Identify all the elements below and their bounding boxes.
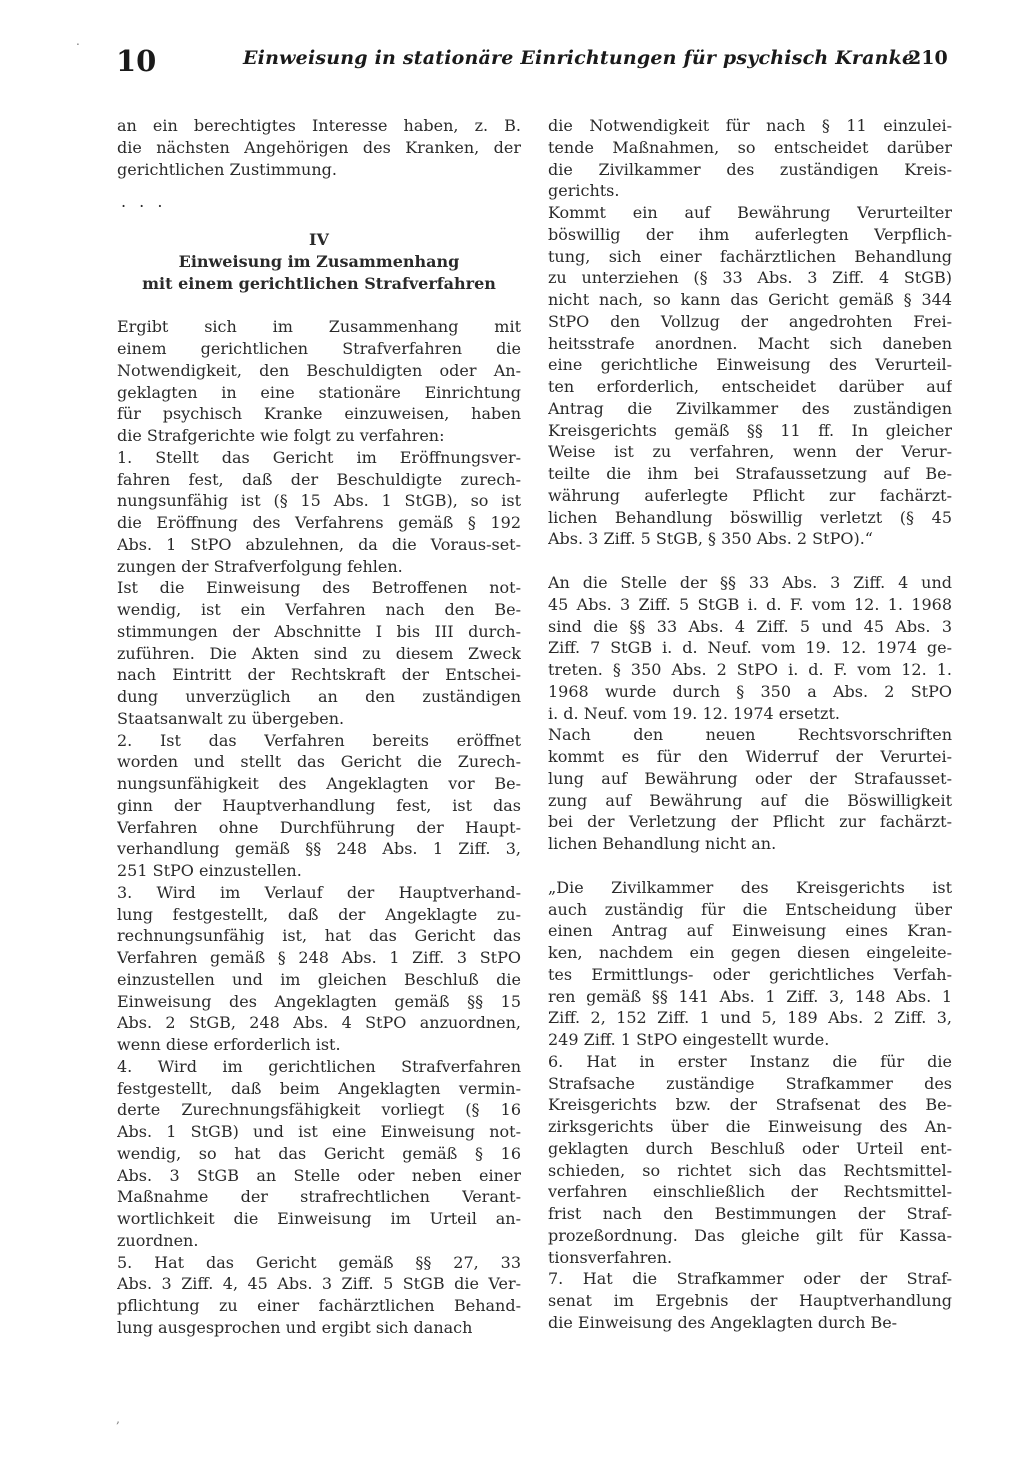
body-line: eine gerichtliche Einweisung des Verurteil- [548,355,952,375]
body-line: Nach den neuen Rechtsvorschriften [548,725,952,745]
body-line: lung ausgesprochen und ergibt sich danach [117,1317,473,1337]
body-line: Abs. 3 Ziff. 4, 45 Abs. 3 Ziff. 5 StGB die Ver- [117,1274,521,1294]
body-line: wendig, so hat das Gericht gemäß § 16 [117,1143,521,1163]
body-line: Strafsache zuständige Strafkammer des [548,1073,952,1093]
body-line: Kreisgerichts gemäß §§ 11 ff. In gleicher [548,420,952,440]
body-line: ken, nachdem ein gegen diesen eingeleite- [548,943,952,962]
body-line: festgestellt, daß beim Angeklagten vermin- [117,1078,521,1098]
body-line: Kommt ein auf Bewährung Verurteilter [548,203,952,222]
paragraph-2 [548,572,952,855]
body-line: Abs. 1 StPO abzulehnen, da die Voraus-set- [117,534,521,554]
body-line: einem gerichtlichen Strafverfahren die [117,339,521,358]
body-line: geklagten durch Beschluß oder Urteil ent- [548,1138,952,1158]
body-line: 251 StPO einzustellen. [117,861,302,880]
body-line: die Notwendigkeit für nach § 11 einzulei- [548,116,952,135]
body-line: rechnungsunfähig ist, hat das Gericht das [117,926,521,946]
body-line: 7. Hat die Strafkammer oder der Straf- [548,1269,952,1289]
body-line: für psychisch Kranke einzuweisen, haben [117,404,521,424]
body-line: 5. Hat das Gericht gemäß §§ 27, 33 [117,1252,521,1272]
body-line: „Die Zivilkammer des Kreisgerichts ist [548,877,952,897]
section-title [117,251,521,295]
body-line: nicht nach, so kann das Gericht gemäß § 344 [548,290,952,309]
body-line: schieden, so richtet sich das Rechtsmittel- [548,1160,952,1180]
body-line: prozeßordnung. Das gleiche gilt für Kassa- [548,1225,952,1245]
body-line: die Strafgerichte wie folgt zu verfahren: [117,426,445,445]
body-line: Abs. 3 StGB an Stelle oder neben einer [117,1165,521,1185]
body-line: die Einweisung des Angeklagten durch Be- [548,1312,898,1332]
body-line: nungsunfähigkeit des Angeklagten vor Be- [117,774,521,793]
section-body [117,316,521,1338]
body-line: Ziff. 2, 152 Ziff. 1 und 5, 189 Abs. 2 Ziff. 3, [548,1008,952,1028]
body-line: treten. § 350 Abs. 2 StPO i. d. F. vom 12. 1. [548,660,952,679]
scan-mark: . [76,34,80,48]
intro-line: an ein berechtigtes Interesse haben, z. B. [117,116,521,135]
body-line: die Eröffnung des Verfahrens gemäß § 192 [117,513,521,532]
body-line: lichen Behandlung böswillig verletzt (§ 45 [548,507,952,527]
section-title-line: mit einem gerichtlichen Strafverfahren [142,273,496,293]
body-line: zuführen. Die Akten sind zu diesem Zweck [117,643,521,663]
body-line: währung auferlegte Pflicht zur fachärzt- [548,485,952,505]
body-line: lung auf Bewährung oder der Strafausset- [548,768,952,788]
body-line: verfahren einschließlich der Rechtsmittel- [548,1182,952,1202]
ellipsis: . . . [121,192,167,212]
body-line: 1968 wurde durch § 350 a Abs. 2 StPO [548,681,952,701]
body-line: pflichtung zu einer fachärztlichen Behand- [117,1296,521,1315]
body-line: tung, sich einer fachärztlichen Behandlung [548,246,952,266]
body-line: einzustellen und im gleichen Beschluß die [117,969,521,989]
body-line: Ziff. 7 StGB i. d. Neuf. vom 19. 12. 1974 ge- [548,638,952,658]
scan-mark: ‚ [116,1412,120,1426]
body-line: 4. Wird im gerichtlichen Strafverfahren [117,1056,521,1076]
body-line: heitsstrafe anordnen. Macht sich daneben [548,333,952,353]
intro-line: gerichtlichen Zustimmung. [117,159,337,179]
body-line: ginn der Hauptverhandlung fest, ist das [117,795,521,815]
right-column [548,115,952,1334]
body-line: Maßnahme der strafrechtlichen Verant- [117,1187,521,1207]
body-line: wenn diese erforderlich ist. [117,1035,341,1054]
body-line: zung auf Bewährung auf die Böswilligkeit [548,790,952,810]
body-line: Verfahren ohne Durchführung der Haupt- [117,817,521,837]
body-line: gerichts. [548,181,620,201]
body-line: nach Eintritt der Rechtskraft der Entschei- [117,665,521,685]
body-line: ten erforderlich, entscheidet darüber auf [548,377,952,396]
body-line: bei der Verletzung der Pflicht zur fachärzt- [548,812,952,832]
body-line: ren gemäß §§ 141 Abs. 1 Ziff. 3, 148 Abs. 1 [548,986,952,1006]
body-line: 6. Hat in erster Instanz die für die [548,1051,952,1071]
chapter-number: 10 [116,44,157,78]
body-line: Verfahren gemäß § 248 Abs. 1 Ziff. 3 StPO [117,948,521,967]
paragraph-3 [548,877,952,1334]
body-line: Weise ist zu verfahren, wenn der Verur- [548,442,952,462]
body-line: Staatsanwalt zu übergeben. [117,708,345,728]
page-number: 210 [908,47,948,69]
body-line: zu unterziehen (§ 33 Abs. 3 Ziff. 4 StGB) [548,268,952,288]
body-line: senat im Ergebnis der Hauptverhandlung [548,1291,952,1310]
body-line: frist nach den Bestimmungen der Straf- [548,1204,952,1223]
body-line: Abs. 2 StGB, 248 Abs. 4 StPO anzuordnen, [117,1013,521,1033]
body-line: Ist die Einweisung des Betroffenen not- [117,578,521,598]
intro-line: die nächsten Angehörigen des Kranken, der [117,137,521,157]
body-line: tionsverfahren. [548,1247,673,1267]
body-line: böswillig der ihm auferlegten Verpflich- [548,224,952,244]
body-line: Abs. 3 Ziff. 5 StGB, § 350 Abs. 2 StPO).“ [548,529,873,549]
body-line: 249 Ziff. 1 StPO eingestellt wurde. [548,1030,830,1049]
body-line: Abs. 1 StGB) und ist eine Einweisung not- [117,1122,521,1141]
body-line: verhandlung gemäß §§ 248 Abs. 1 Ziff. 3, [117,839,521,859]
body-line: Ergibt sich im Zusammenhang mit [117,317,521,337]
body-line: teilte die ihm bei Strafaussetzung auf Be- [548,464,952,483]
body-line: worden und stellt das Gericht die Zurech- [117,752,521,772]
running-title: Einweisung in stationäre Einrichtungen für psychisch Kranke [243,47,915,69]
body-line: stimmungen der Abschnitte I bis III durch- [117,621,521,641]
body-line: nungsunfähig ist (§ 15 Abs. 1 StGB), so ist [117,491,521,511]
body-line: 45 Abs. 3 Ziff. 5 StGB i. d. F. vom 12. 1. 1968 [548,594,952,614]
body-line: zungen der Strafverfolgung fehlen. [117,556,403,576]
intro-paragraph [117,115,521,180]
paragraph-1 [548,115,952,550]
body-line: 1. Stellt das Gericht im Eröffnungsver- [117,447,521,467]
body-line: i. d. Neuf. vom 19. 12. 1974 ersetzt. [548,703,840,723]
body-line: die Zivilkammer des zuständigen Kreis- [548,159,952,179]
left-column [117,115,521,1339]
body-line: wendig, ist ein Verfahren nach den Be- [117,600,521,619]
body-line: zuordnen. [117,1230,199,1250]
body-line: fahren fest, daß der Beschuldigte zurech- [117,469,521,489]
body-line: An die Stelle der §§ 33 Abs. 3 Ziff. 4 und [548,573,952,592]
body-line: einen Antrag auf Einweisung eines Kran- [548,921,952,941]
section-number: IV [309,230,329,249]
body-line: sind die §§ 33 Abs. 4 Ziff. 5 und 45 Abs. 3 [548,616,952,636]
body-line: geklagten in eine stationäre Einrichtung [117,382,521,402]
body-line: auch zuständig für die Entscheidung über [548,899,952,919]
body-line: 2. Ist das Verfahren bereits eröffnet [117,730,521,750]
body-line: tes Ermittlungs- oder gerichtliches Verfah- [548,964,952,984]
body-line: Notwendigkeit, den Beschuldigten oder An- [117,360,521,380]
body-line: wortlichkeit die Einweisung im Urteil an- [117,1209,521,1228]
body-line: 3. Wird im Verlauf der Hauptverhand- [117,882,521,902]
body-line: zirksgerichts über die Einweisung des An- [548,1117,952,1136]
body-line: kommt es für den Widerruf der Verurtei- [548,747,952,766]
body-line: lichen Behandlung nicht an. [548,834,777,853]
section-title-line: Einweisung im Zusammenhang [178,251,460,271]
body-line: Einweisung des Angeklagten gemäß §§ 15 [117,991,521,1011]
body-line: lung festgestellt, daß der Angeklagte zu- [117,904,521,924]
body-line: derte Zurechnungsfähigkeit vorliegt (§ 16 [117,1100,521,1120]
body-line: Antrag die Zivilkammer des zuständigen [548,398,952,418]
body-line: tende Maßnahmen, so entscheidet darüber [548,137,952,157]
body-line: dung unverzüglich an den zuständigen [117,687,521,706]
body-line: Kreisgerichts bzw. der Strafsenat des Be- [548,1095,952,1115]
body-line: StPO den Vollzug der angedrohten Frei- [548,311,952,331]
